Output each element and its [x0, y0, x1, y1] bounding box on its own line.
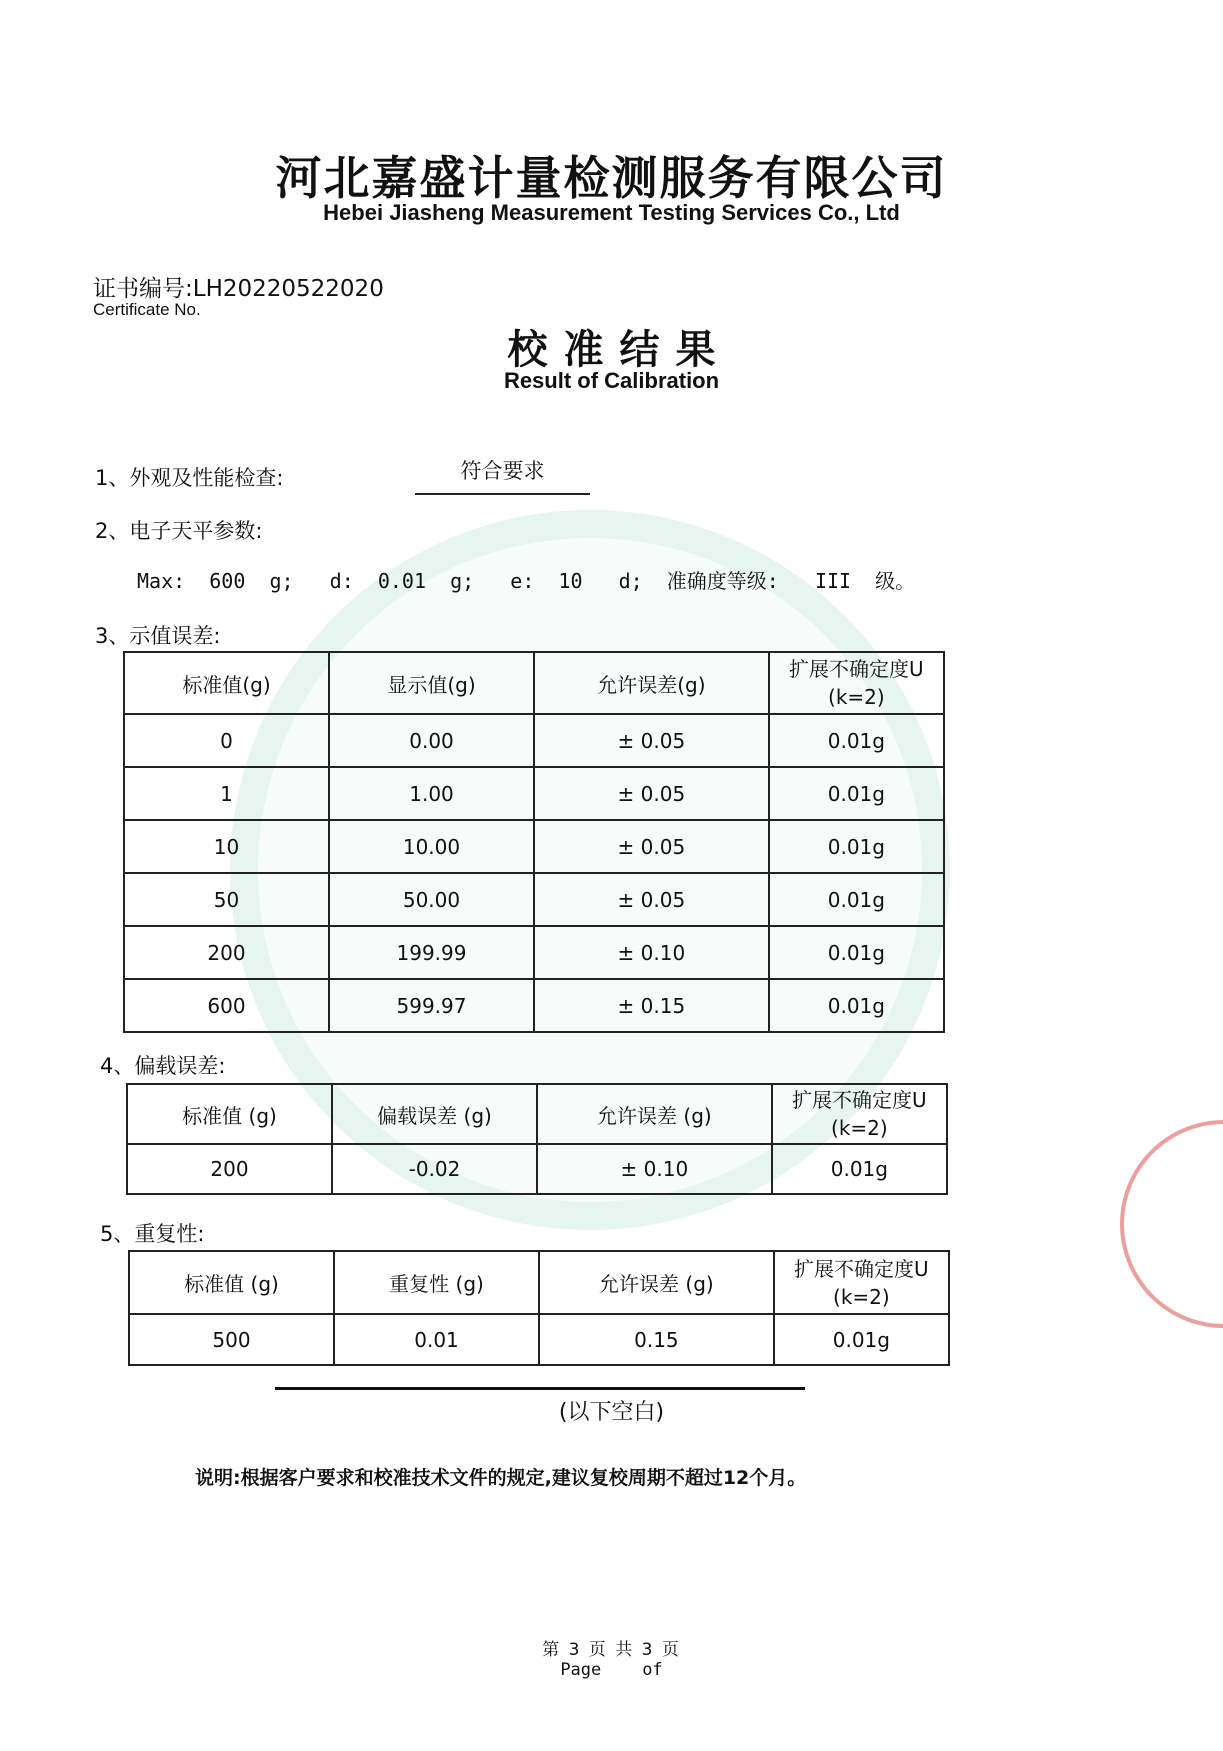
table-row	[124, 926, 944, 979]
cell: 50	[124, 873, 329, 926]
recalibration-note: 说明:根据客户要求和校准技术文件的规定,建议复校周期不超过12个月。	[195, 1467, 807, 1489]
table-row	[124, 714, 944, 767]
table-row	[124, 873, 944, 926]
certificate-number: 证书编号:LH20220522020	[93, 276, 384, 302]
end-divider	[275, 1387, 805, 1390]
cell: 1.00	[329, 767, 534, 820]
header-standard-value: 标准值(g)	[124, 652, 329, 714]
table-row	[127, 1144, 947, 1194]
header-standard-value: 标准值 (g)	[127, 1084, 332, 1144]
cell: 500	[129, 1314, 334, 1365]
header-eccentric-error: 偏载误差 (g)	[332, 1084, 537, 1144]
page-title: 校准结果	[507, 327, 732, 373]
header-uncertainty: 扩展不确定度U (k=2)	[772, 1084, 947, 1144]
company-name-cn: 河北嘉盛计量检测服务有限公司	[275, 151, 948, 205]
page-number-en: Page of	[560, 1660, 663, 1680]
company-name-en: Hebei Jiasheng Measurement Testing Services Co., Ltd	[323, 200, 900, 225]
blank-below-note: (以下空白)	[558, 1400, 665, 1425]
cell: 599.97	[329, 979, 534, 1032]
cell: 0	[124, 714, 329, 767]
cell: 0.01g	[769, 767, 944, 820]
cell: 600	[124, 979, 329, 1032]
cell: 10	[124, 820, 329, 873]
cell: 200	[124, 926, 329, 979]
cell: ± 0.05	[534, 714, 769, 767]
section5-label: 5、重复性:	[100, 1222, 205, 1246]
header-repeatability: 重复性 (g)	[334, 1251, 539, 1314]
cell: 0.01g	[769, 873, 944, 926]
table-row	[124, 820, 944, 873]
section4-label: 4、偏载误差:	[100, 1054, 226, 1078]
certificate-number-label-en: Certificate No.	[93, 300, 201, 319]
cell: ± 0.05	[534, 873, 769, 926]
table-header-row	[129, 1251, 949, 1314]
cell: 200	[127, 1144, 332, 1194]
cell: 0.01g	[772, 1144, 947, 1194]
header-allowed-error: 允许误差(g)	[534, 652, 769, 714]
cell: ± 0.10	[534, 926, 769, 979]
cell: 0.01g	[769, 820, 944, 873]
cell: 0.01g	[774, 1314, 949, 1365]
repeatability-table	[128, 1250, 950, 1366]
balance-parameters: Max: 600 g; d: 0.01 g; e: 10 d; 准确度等级: III 级。	[137, 569, 916, 593]
cell: ± 0.15	[534, 979, 769, 1032]
cell: 50.00	[329, 873, 534, 926]
cell: 0.15	[539, 1314, 774, 1365]
section3-label: 3、示值误差:	[95, 624, 221, 648]
cell: ± 0.05	[534, 820, 769, 873]
header-uncertainty: 扩展不确定度U (k=2)	[774, 1251, 949, 1314]
table-row	[124, 979, 944, 1032]
cell: 0.00	[329, 714, 534, 767]
section2-label: 2、电子天平参数:	[95, 519, 263, 543]
table-row	[129, 1314, 949, 1365]
header-allowed-error: 允许误差 (g)	[539, 1251, 774, 1314]
company-seal	[1120, 1120, 1223, 1328]
section1-label: 1、外观及性能检查:	[95, 466, 284, 490]
table-header-row	[127, 1084, 947, 1144]
cell: 0.01g	[769, 979, 944, 1032]
table-header-row	[124, 652, 944, 714]
cell: 199.99	[329, 926, 534, 979]
cell: -0.02	[332, 1144, 537, 1194]
header-standard-value: 标准值 (g)	[129, 1251, 334, 1314]
section1-value: 符合要求	[415, 455, 590, 495]
eccentric-load-table	[126, 1083, 948, 1195]
indication-error-table	[123, 651, 945, 1033]
cell: 1	[124, 767, 329, 820]
cell: 0.01g	[769, 714, 944, 767]
cell: ± 0.10	[537, 1144, 772, 1194]
cell: 10.00	[329, 820, 534, 873]
header-allowed-error: 允许误差 (g)	[537, 1084, 772, 1144]
cell: ± 0.05	[534, 767, 769, 820]
header-display-value: 显示值(g)	[329, 652, 534, 714]
header-uncertainty: 扩展不确定度U (k=2)	[769, 652, 944, 714]
page-title-en: Result of Calibration	[503, 368, 720, 393]
cell: 0.01	[334, 1314, 539, 1365]
table-row	[124, 767, 944, 820]
cell: 0.01g	[769, 926, 944, 979]
page-number-cn: 第 3 页 共 3 页	[542, 1640, 681, 1660]
